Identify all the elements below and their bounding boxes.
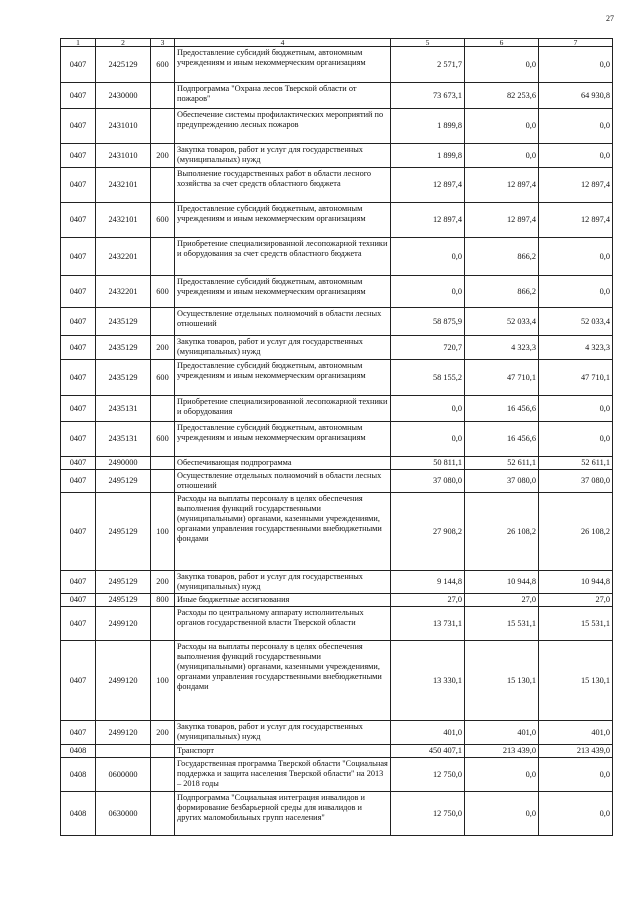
cell-expense-type: 600 [151, 276, 175, 308]
cell-expense-type [151, 470, 175, 493]
cell-code: 0630000 [96, 792, 151, 836]
table-row [61, 168, 613, 203]
cell-name: Расходы на выплаты персоналу в целях обеспечения выполнения функций государственными (муниципальными) органами, казенными учреждениями, органами управления государственными внебюджетными фондами [175, 493, 391, 571]
cell-amount-2: 866,2 [465, 238, 539, 276]
cell-section: 0407 [61, 594, 96, 607]
table-row [61, 571, 613, 594]
header-col-3: 3 [151, 39, 175, 47]
header-col-4: 4 [175, 39, 391, 47]
cell-expense-type: 600 [151, 360, 175, 396]
cell-name: Обеспечение системы профилактических мероприятий по предупреждению лесных пожаров [175, 109, 391, 144]
cell-amount-2: 12 897,4 [465, 168, 539, 203]
cell-name: Предоставление субсидий бюджетным, автономным учреждениям и иным некоммерческим организациям [175, 276, 391, 308]
cell-code: 2499120 [96, 721, 151, 745]
cell-name: Выполнение государственных работ в области лесного хозяйства за счет средств областного бюджета [175, 168, 391, 203]
cell-section: 0407 [61, 360, 96, 396]
cell-code: 2495129 [96, 594, 151, 607]
cell-amount-1: 12 750,0 [391, 792, 465, 836]
table-row [61, 758, 613, 792]
cell-expense-type: 100 [151, 641, 175, 721]
cell-amount-3: 213 439,0 [539, 745, 613, 758]
cell-code: 2490000 [96, 457, 151, 470]
cell-amount-2: 15 130,1 [465, 641, 539, 721]
cell-amount-2: 52 611,1 [465, 457, 539, 470]
cell-section: 0407 [61, 493, 96, 571]
cell-code [96, 745, 151, 758]
cell-code: 2432201 [96, 238, 151, 276]
cell-amount-3: 64 930,8 [539, 83, 613, 109]
cell-name: Осуществление отдельных полномочий в области лесных отношений [175, 308, 391, 336]
cell-section: 0407 [61, 607, 96, 641]
cell-expense-type [151, 396, 175, 422]
cell-amount-3: 47 710,1 [539, 360, 613, 396]
table-row [61, 607, 613, 641]
cell-section: 0407 [61, 308, 96, 336]
cell-amount-1: 73 673,1 [391, 83, 465, 109]
cell-amount-3: 52 611,1 [539, 457, 613, 470]
cell-expense-type [151, 109, 175, 144]
cell-amount-2: 52 033,4 [465, 308, 539, 336]
header-row [61, 39, 613, 47]
table-row [61, 422, 613, 457]
cell-amount-3: 52 033,4 [539, 308, 613, 336]
cell-expense-type [151, 792, 175, 836]
cell-name: Предоставление субсидий бюджетным, автономным учреждениям и иным некоммерческим организациям [175, 360, 391, 396]
table-row [61, 336, 613, 360]
cell-expense-type: 600 [151, 47, 175, 83]
cell-name: Закупка товаров, работ и услуг для государственных (муниципальных) нужд [175, 144, 391, 168]
cell-code: 2430000 [96, 83, 151, 109]
cell-amount-2: 213 439,0 [465, 745, 539, 758]
cell-code: 2431010 [96, 144, 151, 168]
cell-amount-1: 27,0 [391, 594, 465, 607]
cell-name: Приобретение специализированной лесопожарной техники и оборудования [175, 396, 391, 422]
cell-expense-type [151, 457, 175, 470]
cell-amount-2: 12 897,4 [465, 203, 539, 238]
cell-expense-type [151, 168, 175, 203]
cell-name: Государственная программа Тверской области "Социальная поддержка и защита населения Тверской области" на 2013 – 2018 годы [175, 758, 391, 792]
cell-amount-1: 450 407,1 [391, 745, 465, 758]
cell-amount-3: 0,0 [539, 422, 613, 457]
table-row [61, 109, 613, 144]
cell-amount-1: 37 080,0 [391, 470, 465, 493]
table-row [61, 641, 613, 721]
cell-amount-3: 0,0 [539, 758, 613, 792]
cell-amount-2: 16 456,6 [465, 396, 539, 422]
cell-code: 2435129 [96, 360, 151, 396]
cell-amount-1: 50 811,1 [391, 457, 465, 470]
cell-amount-2: 47 710,1 [465, 360, 539, 396]
cell-section: 0407 [61, 422, 96, 457]
cell-expense-type: 200 [151, 571, 175, 594]
cell-expense-type [151, 238, 175, 276]
cell-amount-3: 0,0 [539, 792, 613, 836]
cell-section: 0407 [61, 203, 96, 238]
cell-amount-3: 15 130,1 [539, 641, 613, 721]
cell-code: 2435131 [96, 396, 151, 422]
cell-amount-1: 12 897,4 [391, 203, 465, 238]
cell-amount-1: 0,0 [391, 396, 465, 422]
cell-amount-1: 720,7 [391, 336, 465, 360]
cell-name: Приобретение специализированной лесопожарной техники и оборудования за счет средств областного бюджета [175, 238, 391, 276]
table-row [61, 144, 613, 168]
table-row [61, 203, 613, 238]
cell-expense-type [151, 308, 175, 336]
table-row [61, 470, 613, 493]
cell-name: Закупка товаров, работ и услуг для государственных (муниципальных) нужд [175, 336, 391, 360]
header-col-6: 6 [465, 39, 539, 47]
cell-name: Транспорт [175, 745, 391, 758]
cell-name: Закупка товаров, работ и услуг для государственных (муниципальных) нужд [175, 721, 391, 745]
table-body [61, 47, 613, 836]
cell-name: Расходы на выплаты персоналу в целях обеспечения выполнения функций государственными (муниципальными) органами, казенными учреждениями, органами управления государственными внебюджетными фондами [175, 641, 391, 721]
cell-section: 0407 [61, 238, 96, 276]
cell-amount-1: 58 155,2 [391, 360, 465, 396]
cell-amount-3: 26 108,2 [539, 493, 613, 571]
cell-amount-1: 0,0 [391, 276, 465, 308]
cell-amount-2: 16 456,6 [465, 422, 539, 457]
cell-amount-2: 0,0 [465, 792, 539, 836]
table-row [61, 457, 613, 470]
cell-section: 0407 [61, 47, 96, 83]
cell-amount-1: 1 899,8 [391, 109, 465, 144]
table-row [61, 792, 613, 836]
cell-amount-1: 2 571,7 [391, 47, 465, 83]
cell-name: Обеспечивающая подпрограмма [175, 457, 391, 470]
cell-name: Подпрограмма "Охрана лесов Тверской области от пожаров" [175, 83, 391, 109]
cell-expense-type [151, 758, 175, 792]
cell-expense-type: 800 [151, 594, 175, 607]
header-col-7: 7 [539, 39, 613, 47]
cell-section: 0407 [61, 571, 96, 594]
cell-code: 2495129 [96, 571, 151, 594]
cell-amount-2: 37 080,0 [465, 470, 539, 493]
cell-code: 2432201 [96, 276, 151, 308]
cell-code: 2495129 [96, 493, 151, 571]
cell-expense-type [151, 745, 175, 758]
table-row [61, 745, 613, 758]
table-row [61, 308, 613, 336]
cell-amount-3: 0,0 [539, 47, 613, 83]
cell-section: 0408 [61, 792, 96, 836]
cell-section: 0407 [61, 336, 96, 360]
cell-code: 2432101 [96, 168, 151, 203]
cell-name: Подпрограмма "Социальная интеграция инвалидов и формирование безбарьерной среды для инвалидов и других маломобильных групп населения" [175, 792, 391, 836]
cell-expense-type: 200 [151, 144, 175, 168]
cell-name: Предоставление субсидий бюджетным, автономным учреждениям и иным некоммерческим организациям [175, 47, 391, 83]
cell-amount-1: 27 908,2 [391, 493, 465, 571]
cell-name: Осуществление отдельных полномочий в области лесных отношений [175, 470, 391, 493]
cell-amount-3: 0,0 [539, 238, 613, 276]
cell-expense-type: 600 [151, 422, 175, 457]
cell-section: 0407 [61, 83, 96, 109]
cell-code: 2495129 [96, 470, 151, 493]
cell-code: 2425129 [96, 47, 151, 83]
cell-amount-3: 0,0 [539, 276, 613, 308]
cell-amount-3: 15 531,1 [539, 607, 613, 641]
cell-amount-1: 13 731,1 [391, 607, 465, 641]
cell-section: 0407 [61, 276, 96, 308]
table-row [61, 721, 613, 745]
cell-section: 0407 [61, 396, 96, 422]
cell-expense-type: 100 [151, 493, 175, 571]
header-col-5: 5 [391, 39, 465, 47]
cell-code: 2435129 [96, 308, 151, 336]
cell-code: 2431010 [96, 109, 151, 144]
cell-section: 0407 [61, 721, 96, 745]
cell-amount-2: 26 108,2 [465, 493, 539, 571]
cell-expense-type [151, 607, 175, 641]
table-row [61, 594, 613, 607]
cell-name: Предоставление субсидий бюджетным, автономным учреждениям и иным некоммерческим организациям [175, 422, 391, 457]
cell-name: Иные бюджетные ассигнования [175, 594, 391, 607]
table-row [61, 276, 613, 308]
cell-name: Предоставление субсидий бюджетным, автономным учреждениям и иным некоммерческим организациям [175, 203, 391, 238]
cell-amount-3: 0,0 [539, 144, 613, 168]
cell-amount-2: 0,0 [465, 109, 539, 144]
cell-section: 0407 [61, 470, 96, 493]
cell-amount-3: 12 897,4 [539, 203, 613, 238]
cell-amount-2: 401,0 [465, 721, 539, 745]
cell-amount-3: 10 944,8 [539, 571, 613, 594]
cell-amount-3: 0,0 [539, 396, 613, 422]
cell-amount-3: 4 323,3 [539, 336, 613, 360]
table-row [61, 360, 613, 396]
cell-name: Закупка товаров, работ и услуг для государственных (муниципальных) нужд [175, 571, 391, 594]
cell-expense-type: 200 [151, 336, 175, 360]
cell-amount-2: 27,0 [465, 594, 539, 607]
cell-amount-1: 0,0 [391, 422, 465, 457]
cell-amount-1: 58 875,9 [391, 308, 465, 336]
cell-amount-3: 37 080,0 [539, 470, 613, 493]
cell-expense-type: 200 [151, 721, 175, 745]
cell-amount-1: 13 330,1 [391, 641, 465, 721]
cell-section: 0407 [61, 144, 96, 168]
cell-amount-2: 10 944,8 [465, 571, 539, 594]
cell-code: 2499120 [96, 607, 151, 641]
cell-amount-1: 1 899,8 [391, 144, 465, 168]
cell-amount-2: 4 323,3 [465, 336, 539, 360]
header-col-2: 2 [96, 39, 151, 47]
table-row [61, 396, 613, 422]
cell-amount-2: 866,2 [465, 276, 539, 308]
cell-section: 0408 [61, 758, 96, 792]
budget-table [60, 38, 613, 836]
cell-amount-1: 12 897,4 [391, 168, 465, 203]
cell-amount-2: 0,0 [465, 47, 539, 83]
cell-amount-1: 12 750,0 [391, 758, 465, 792]
cell-amount-2: 15 531,1 [465, 607, 539, 641]
cell-section: 0407 [61, 168, 96, 203]
cell-amount-2: 0,0 [465, 144, 539, 168]
cell-code: 2435129 [96, 336, 151, 360]
cell-code: 0600000 [96, 758, 151, 792]
cell-section: 0407 [61, 109, 96, 144]
cell-amount-1: 0,0 [391, 238, 465, 276]
cell-code: 2435131 [96, 422, 151, 457]
cell-amount-2: 0,0 [465, 758, 539, 792]
cell-expense-type [151, 83, 175, 109]
cell-section: 0408 [61, 745, 96, 758]
header-col-1: 1 [61, 39, 96, 47]
cell-amount-3: 401,0 [539, 721, 613, 745]
cell-amount-3: 27,0 [539, 594, 613, 607]
table-header [61, 39, 613, 47]
table-row [61, 238, 613, 276]
table-row [61, 493, 613, 571]
page-number: 27 [606, 14, 614, 23]
cell-section: 0407 [61, 641, 96, 721]
cell-amount-3: 0,0 [539, 109, 613, 144]
cell-section: 0407 [61, 457, 96, 470]
cell-amount-2: 82 253,6 [465, 83, 539, 109]
table-row [61, 47, 613, 83]
cell-name: Расходы по центральному аппарату исполнительных органов государственной власти Тверской области [175, 607, 391, 641]
cell-amount-1: 401,0 [391, 721, 465, 745]
cell-code: 2432101 [96, 203, 151, 238]
cell-amount-1: 9 144,8 [391, 571, 465, 594]
cell-expense-type: 600 [151, 203, 175, 238]
cell-amount-3: 12 897,4 [539, 168, 613, 203]
cell-code: 2499120 [96, 641, 151, 721]
table-row [61, 83, 613, 109]
